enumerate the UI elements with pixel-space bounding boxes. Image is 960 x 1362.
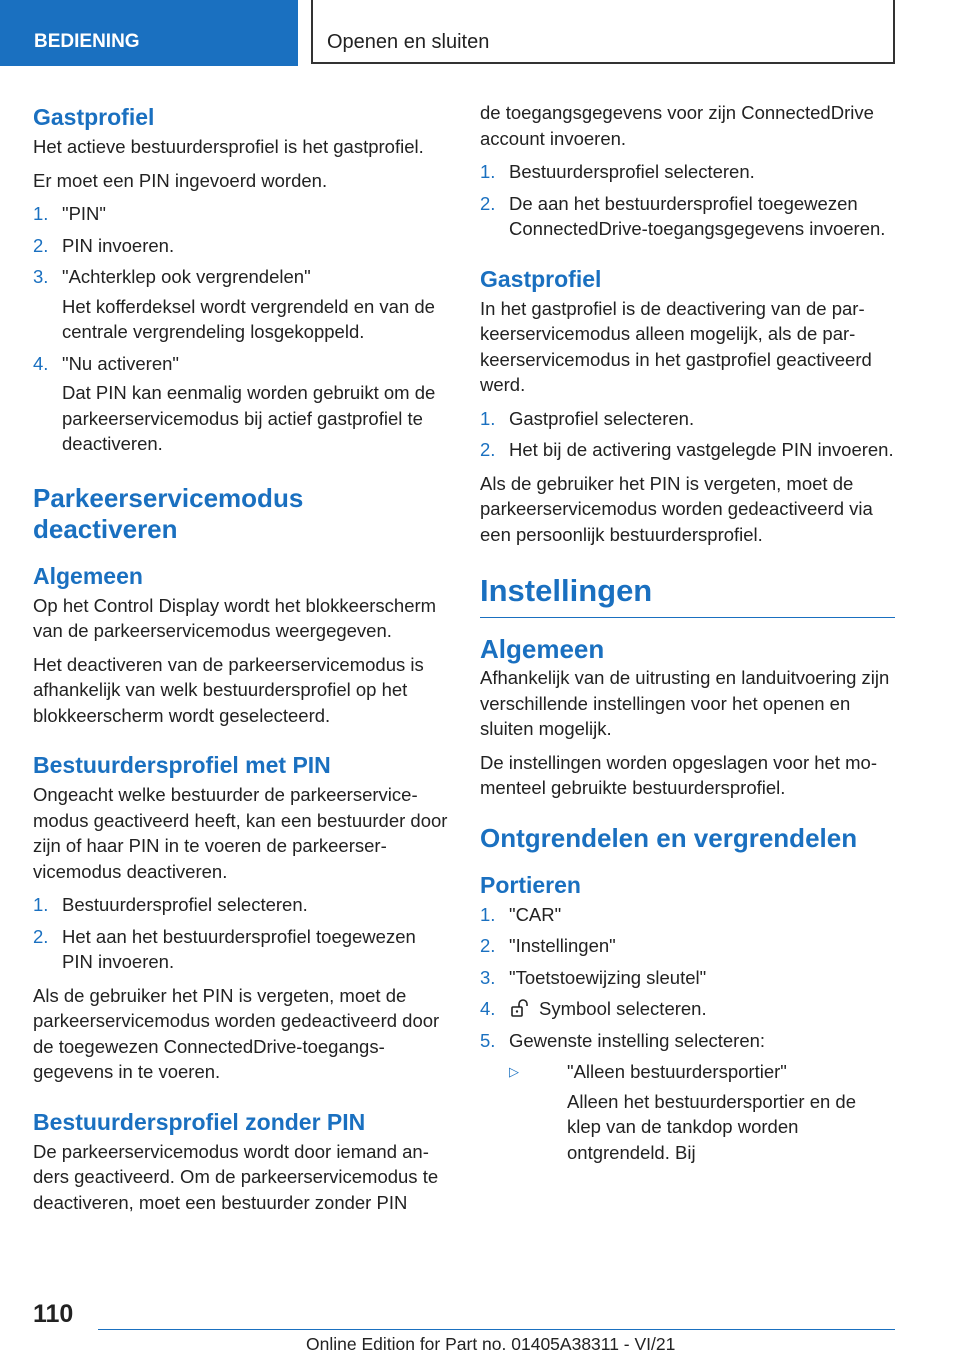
sub-description: Alleen het bestuurdersportier en de klep van de tankdop worden ontgrendeld. Bij <box>567 1090 856 1163</box>
heading-met-pin: Bestuurdersprofiel met PIN <box>33 752 331 778</box>
paragraph: Op het Control Display wordt het blokkeerscherm van de parkeerservicemodus weergegeven. <box>33 594 437 641</box>
list-item: 4. "Nu activeren" Dat PIN kan eenmalig worden gebruikt om de parkeerservicemodus bij actief gastprofiel te deactiveren. <box>33 352 436 454</box>
paragraph: In het gastprofiel is de deactivering van de parkeerservicemodus alleen mogelijk, als de parkeerservicemodus in het gastprofiel geactiveerd werd. <box>480 297 872 395</box>
right-column <box>480 100 895 1173</box>
heading-deactiveren: Parkeerservicemodus deactiveren <box>33 482 304 544</box>
triangle-bullet-icon: ▷ <box>509 1064 519 1079</box>
paragraph: Er moet een PIN ingevoerd worden. <box>33 169 328 191</box>
page-number: 110 <box>33 1300 74 1328</box>
list-item: 2. "Instellingen" <box>480 935 616 956</box>
steps-list <box>480 406 895 463</box>
paragraph: Ongeacht welke bestuurder de parkeerservicemodus geactiveerd heeft, kan een bestuurder door zijn of haar PIN in te voeren de parkeerservicemodus deactiveren. <box>33 784 448 882</box>
paragraph: Als de gebruiker het PIN is vergeten, moet de parkeerservicemodus worden gedeactiveerd via een persoonlijk bestuurdersprofiel. <box>480 472 873 545</box>
left-column <box>33 100 451 1223</box>
paragraph: De instellingen worden opgeslagen voor het momenteel gebruikte bestuurdersprofiel. <box>480 751 877 798</box>
steps-list <box>480 159 895 242</box>
heading-zonder-pin: Bestuurdersprofiel zonder PIN <box>33 1108 366 1135</box>
heading-ontgrendelen: Ontgrendelen en vergrendelen <box>480 822 858 853</box>
paragraph: Als de gebruiker het PIN is vergeten, moet de parkeerservicemodus worden gedeactiveerd door de toegewezen ConnectedDrive-toegangsgegevens in te voeren. <box>33 984 440 1082</box>
paragraph: Het actieve bestuurdersprofiel is het gastprofiel. <box>33 136 424 157</box>
list-item: 1. Gastprofiel selecteren. <box>480 407 695 429</box>
heading-algemeen: Algemeen <box>33 562 143 589</box>
paragraph: Afhankelijk van de uitrusting en landuitvoering zijn verschillende instellingen voor het openen en sluiten mogelijk. <box>480 667 890 739</box>
heading-gastprofiel: Gastprofiel <box>33 104 155 130</box>
paragraph: De parkeerservicemodus wordt door iemand anders geactiveerd. Om de parkeerservicemodus te deactiveren, moet een bestuurder zonder PIN <box>33 1140 439 1213</box>
list-item: 1. "PIN" <box>33 203 106 224</box>
list-item: 5. Gewenste instelling selecteren: ▷ "Alleen bestuurdersportier" Alleen het bestuurdersportier en de klep van de tankdop worden ontgrendeld. Bij <box>480 1028 895 1166</box>
steps-list <box>33 201 451 457</box>
heading-instellingen: Instellingen <box>480 571 895 618</box>
list-item: 1. Bestuurdersprofiel selecteren. <box>33 894 308 915</box>
page-header <box>0 0 960 66</box>
footer-divider <box>98 1329 895 1330</box>
list-item: 2. Het aan het bestuurdersprofiel toegewezen PIN invoeren. <box>33 925 416 972</box>
list-item: 1. Bestuurdersprofiel selecteren. <box>480 161 755 182</box>
list-item: 2. De aan het bestuurdersprofiel toegewezen ConnectedDrive-toegangsgegevens invoeren. <box>480 192 886 239</box>
steps-list <box>33 892 451 975</box>
paragraph: de toegangsgegevens voor zijn ConnectedDrive account invoeren. <box>480 102 874 149</box>
heading-algemeen: Algemeen <box>480 634 605 664</box>
footer-edition: Online Edition for Part no. 01405A38311 - VI/21 <box>306 1334 676 1354</box>
sub-option: "Alleen bestuurdersportier" <box>567 1061 787 1082</box>
paragraph: Het deactiveren van de parkeerservicemodus is afhankelijk van welk bestuurdersprofiel op het blokkeerscherm wordt geselecteerd. <box>33 653 424 726</box>
list-item: 4. Symbool selecteren. <box>480 998 707 1019</box>
section-tab: BEDIENING <box>0 0 298 66</box>
list-item: 3. "Achterklep ook vergrendelen" Het kofferdeksel wordt vergrendeld en van de centrale vergrendeling losgekoppeld. <box>33 266 435 342</box>
list-item: 2. PIN invoeren. <box>33 234 175 256</box>
steps-list <box>480 902 895 1166</box>
list-item: 2. Het bij de activering vastgelegde PIN invoeren. <box>480 439 894 460</box>
chapter-title: Openen en sluiten <box>311 0 895 64</box>
unlock-icon <box>509 998 533 1018</box>
heading-portieren: Portieren <box>480 871 581 898</box>
list-item: 1. "CAR" <box>480 903 562 925</box>
heading-gastprofiel: Gastprofiel <box>480 265 602 292</box>
list-item: 3. "Toetstoewijzing sleutel" <box>480 966 707 988</box>
